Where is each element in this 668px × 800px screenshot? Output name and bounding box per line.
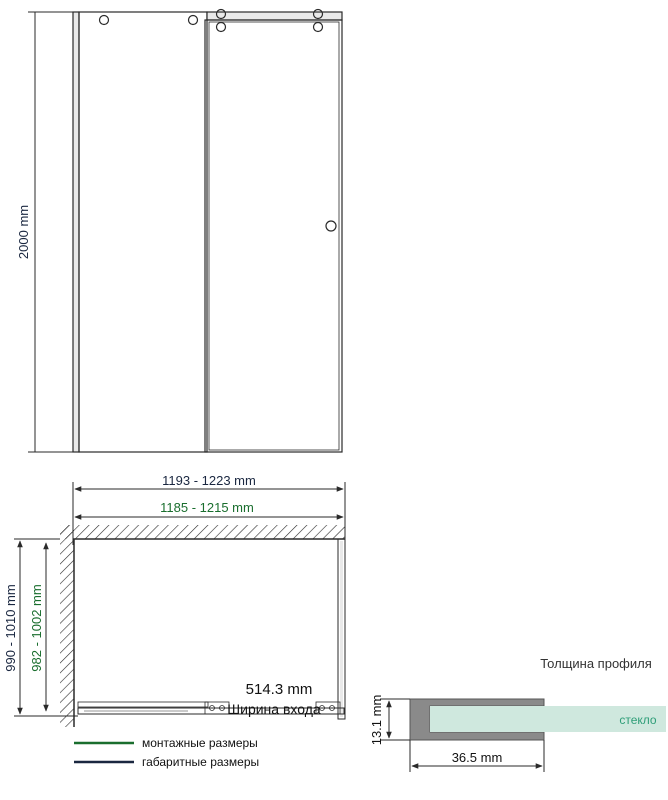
wall-profile bbox=[73, 12, 79, 452]
side-wall bbox=[60, 525, 74, 727]
fixing-knob-icon bbox=[100, 16, 109, 25]
fixed-glass-panel bbox=[79, 12, 207, 452]
profile-width-label: 36.5 mm bbox=[451, 750, 503, 765]
sliding-door-plan bbox=[78, 702, 208, 707]
legend-label-mounting: монтажные размеры bbox=[142, 736, 258, 750]
roller-icon bbox=[314, 23, 323, 32]
mounting-width-label: 1185 - 1215 mm bbox=[160, 500, 254, 515]
entrance-width-caption: Ширина входа bbox=[227, 701, 321, 717]
legend-label-overall: габаритные размеры bbox=[142, 755, 260, 769]
profile-detail bbox=[380, 699, 666, 772]
profile-height-label: 13.1 mm bbox=[369, 694, 384, 746]
mounting-depth-label: 982 - 1002 mm bbox=[29, 584, 44, 672]
glass-label: стекло bbox=[619, 713, 657, 727]
door-handle-icon bbox=[326, 221, 336, 231]
sliding-door-panel bbox=[205, 20, 342, 452]
front-elevation bbox=[28, 10, 342, 453]
entrance-width-value: 514.3 mm bbox=[245, 681, 313, 698]
roller-icon bbox=[217, 23, 226, 32]
profile-title: Толщина профиля bbox=[540, 656, 652, 671]
legend bbox=[74, 736, 259, 769]
height-label: 2000 mm bbox=[16, 204, 31, 260]
overall-width-label: 1193 - 1223 mm bbox=[162, 473, 256, 488]
back-wall bbox=[60, 525, 345, 539]
overall-depth-label: 990 - 1010 mm bbox=[3, 584, 18, 672]
fixing-knob-icon bbox=[189, 16, 198, 25]
